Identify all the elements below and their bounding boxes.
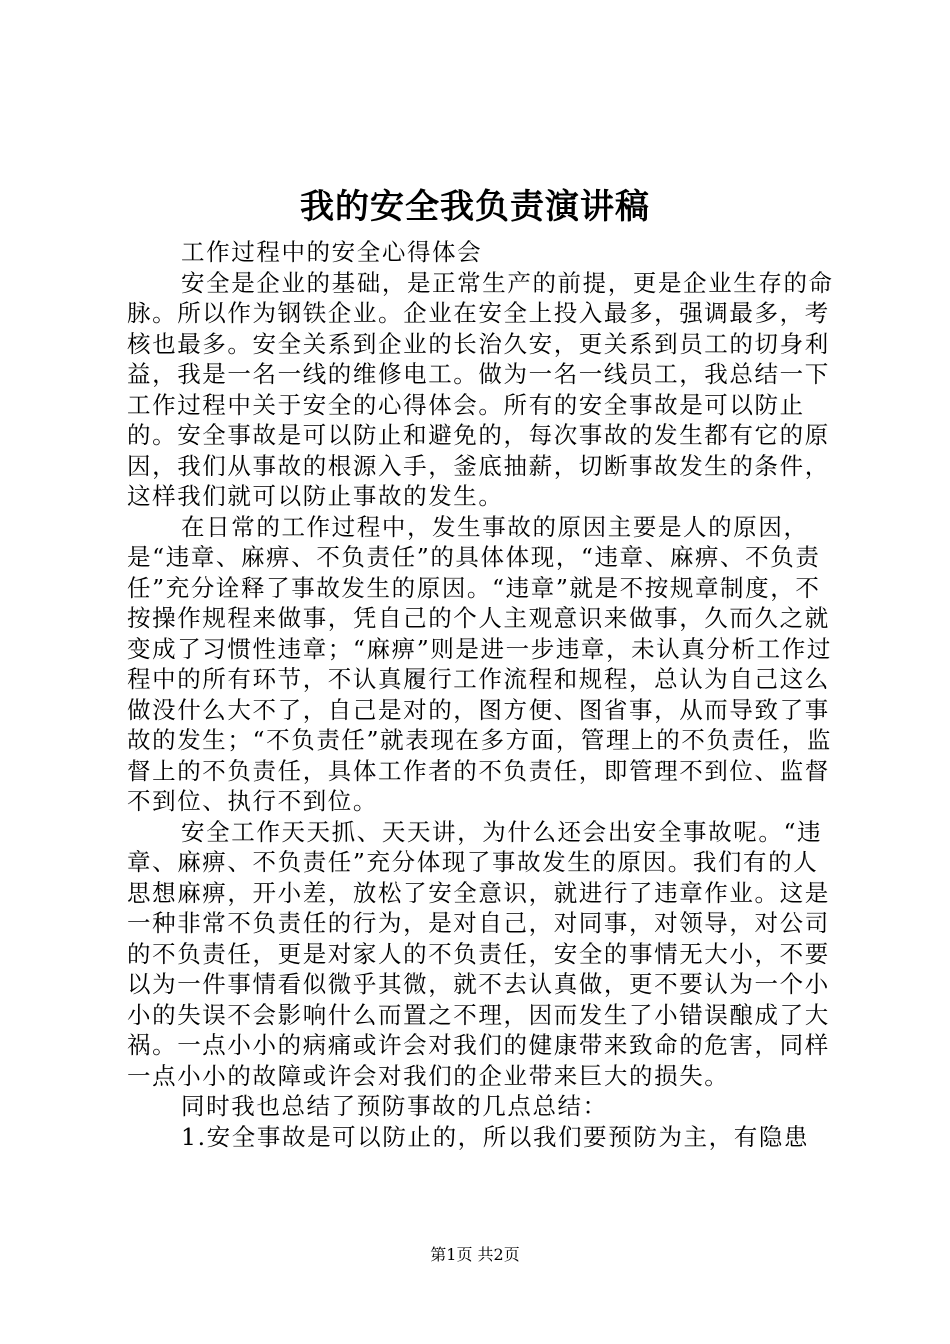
body-paragraph: 安全是企业的基础，是正常生产的前提，更是企业生存的命脉。所以作为钢铁企业。企业在安全上投入最多，强调最多，考核也最多。安全关系到企业的长治久安，更关系到员工的切身利益，我是一名一线的维修电工。做为一名一线员工，我总结一下工作过程中关于安全的心得体会。所有的安全事故是可以防止的。安全事故是可以防止和避免的，每次事故的发生都有它的原因，我们从事故的根源入手，釜底抽薪，切断事故发生的条件，这样我们就可以防止事故的发生。: [127, 268, 834, 510]
body-paragraph: 在日常的工作过程中，发生事故的原因主要是人的原因，是“违章、麻痹、不负责任”的具体体现，“违章、麻痹、不负责任”充分诠释了事故发生的原因。“违章”就是不按规章制度，不按操作规程来做事，凭自己的个人主观意识来做事，久而久之就变成了习惯性违章；“麻痹”则是进一步违章，未认真分析工作过程中的所有环节，不认真履行工作流程和规程，总认为自己这么做没什么大不了，自己是对的，图方便、图省事，从而导致了事故的发生；“不负责任”就表现在多方面，管理上的不负责任，监督上的不负责任，具体工作者的不负责任，即管理不到位、监督不到位、执行不到位。: [127, 512, 832, 815]
body-paragraph: 同时我也总结了预防事故的几点总结：: [181, 1092, 608, 1120]
document-body: [127, 237, 839, 1152]
subtitle-paragraph: 工作过程中的安全心得体会: [181, 238, 483, 266]
list-item-paragraph: 1.安全事故是可以防止的，所以我们要预防为主，有隐患: [181, 1122, 810, 1151]
body-paragraph: 安全工作天天抓、天天讲，为什么还会出安全事故呢。“违章、麻痹、不负责任”充分体现了事故发生的原因。我们有的人思想麻痹，开小差，放松了安全意识，就进行了违章作业。这是一种非常不负责任的行为，是对自己，对同事，对领导，对公司的不负责任，更是对家人的不负责任，安全的事情无大小，不要以为一件事情看似微乎其微，就不去认真做，更不要认为一个小小的失误不会影响什么而置之不理，因而发生了小错误酿成了大祸。一点小小的病痛或许会对我们的健康带来致命的危害，同样一点小小的故障或许会对我们的企业带来巨大的损失。: [127, 817, 830, 1090]
page-footer: 第1页 共2页: [430, 1245, 520, 1264]
document-title: 我的安全我负责演讲稿: [300, 187, 650, 227]
